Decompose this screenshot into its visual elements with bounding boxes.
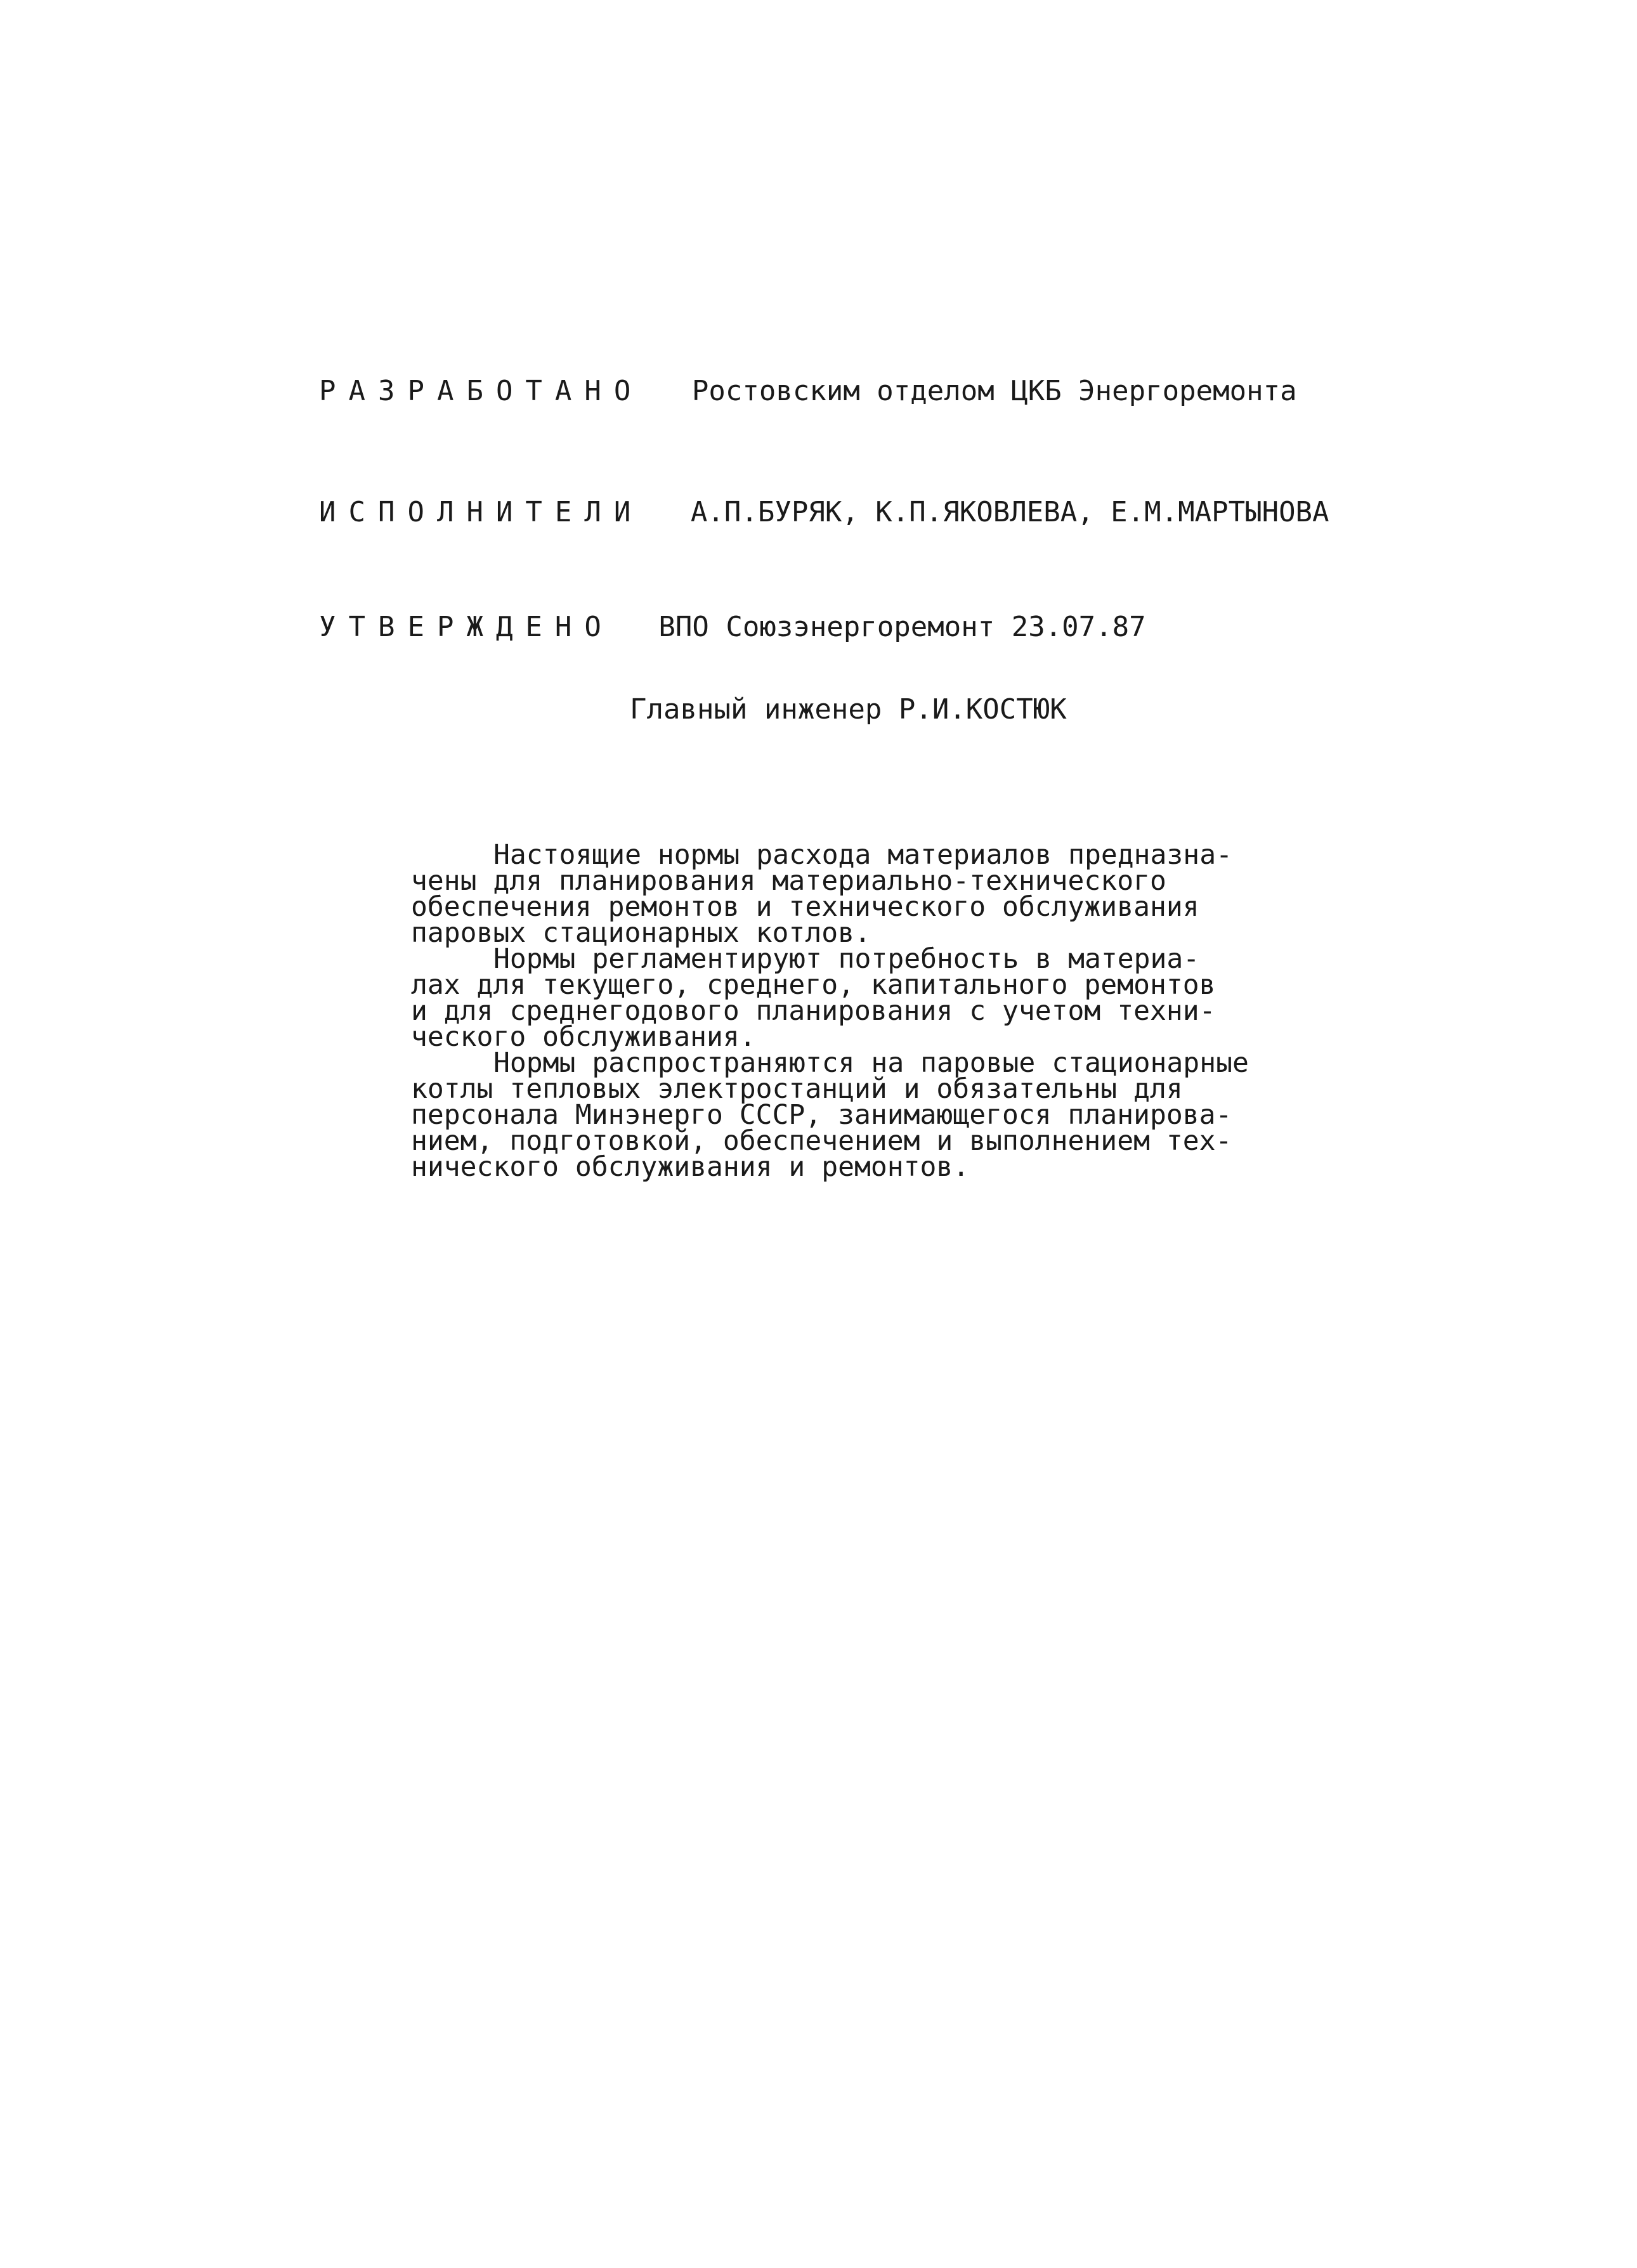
body-line: Нормы регламентируют потребность в материа- [493, 943, 1200, 975]
body-line: и для среднегодового планирования с учетом техни- [411, 995, 1216, 1027]
chief-engineer-line: Главный инженер Р.И.КОСТЮК [630, 693, 1067, 726]
developed-row [319, 377, 1297, 405]
body-line: Настоящие нормы расхода материалов предназна- [493, 839, 1232, 871]
body-text [411, 839, 1274, 1183]
performers-row [319, 496, 1329, 528]
body-line: паровых стационарных котлов. [411, 917, 871, 949]
performers-label: ИСПОЛНИТЕЛИ [319, 496, 644, 528]
body-line: Нормы распространяются на паровые стационарные [493, 1047, 1249, 1079]
body-line: чены для планирования материально-технического [411, 865, 1166, 897]
developed-label: РАЗРАБОТАНО [319, 375, 644, 407]
body-line: нического обслуживания и ремонтов. [411, 1151, 970, 1183]
developed-value: Ростовским отделом ЦКБ Энергоремонта [691, 375, 1297, 407]
approved-label: УТВЕРЖДЕНО [319, 611, 614, 643]
approved-row [319, 613, 1146, 641]
performers-value: А.П.БУРЯК, К.П.ЯКОВЛЕВА, Е.М.МАРТЫНОВА [690, 496, 1329, 528]
body-line: котлы тепловых электростанций и обязательны для [411, 1073, 1183, 1105]
approved-value: ВПО Союзэнергоремонт 23.07.87 [658, 611, 1146, 643]
body-line: обеспечения ремонтов и технического обслуживания [411, 891, 1199, 923]
body-line: персонала Минэнерго СССР, занимающегося планирова- [411, 1099, 1232, 1131]
body-line: ческого обслуживания. [411, 1021, 756, 1053]
body-line: нием, подготовкой, обеспечением и выполнением тех- [411, 1125, 1232, 1157]
body-line: лах для текущего, среднего, капитального ремонтов [411, 969, 1216, 1001]
